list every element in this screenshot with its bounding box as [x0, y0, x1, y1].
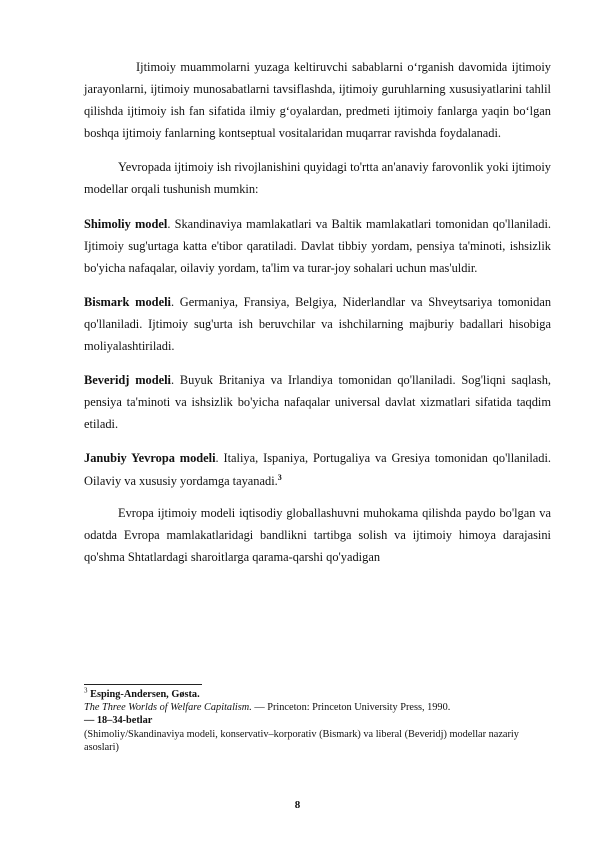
- page-number: 8: [294, 799, 301, 811]
- footnote-author: Esping-Andersen, Gøsta.: [90, 689, 200, 700]
- term-bismarck-model: Bismark modeli: [84, 294, 171, 309]
- text-bismarck-model: . Germaniya, Fransiya, Belgiya, Niderlandlar va Shveytsariya tomonidan qo'llaniladi. Ijtimoiy sug'urta ish beruvchilar va ishchilarning majburiy badallari hisobiga moliyalashtiriladi.: [84, 294, 552, 354]
- footnote-mark: 3: [84, 686, 88, 695]
- paragraph-models-lead: Yevropada ijtimoiy ish rivojlanishini quyidagi to'rtta an'anaviy farovonlik yoki ijtimoiy modellar orqali tushunish mumkin:: [84, 160, 551, 197]
- text-nordic-model: . Skandinaviya mamlakatlari va Baltik mamlakatlari tomonidan qo'llaniladi. Ijtimoiy sug'urtaga katta e'tibor qaratiladi. Davlat tibbiy yordam, pensiya ta'minoti, ishsizlik bo'yicha nafaqalar, oilaviy yordam, ta'lim va turar-joy sohalari uchun mas'uldir.: [84, 216, 551, 275]
- paragraph-bismarck-model: [84, 291, 551, 357]
- term-nordic-model: Shimoliy model: [84, 216, 168, 231]
- footnote-pages: — 18–34-betlar: [84, 715, 153, 727]
- footnote: [84, 688, 551, 754]
- footnote-author-line: [84, 688, 551, 701]
- footnote-ref[interactable]: 3: [277, 472, 282, 482]
- page-body: [84, 56, 551, 568]
- paragraph-european-model: Evropa ijtimoiy modeli iqtisodiy globallashuvni muhokama qilishda paydo bo'lgan va odatda Evropa mamlakatlaridagi bandlikni tartibga solish va ijtimoiy himoya darajasini qo'shma Shtatlardagi sharoitlarga qarama-qarshi qo'yadigan: [84, 505, 551, 564]
- footnote-publisher: — Princeton: Princeton University Press, 1990.: [251, 702, 451, 714]
- term-southern-model: Janubiy Yevropa modeli: [84, 451, 216, 466]
- paragraph-nordic-model: [84, 213, 551, 279]
- term-beveridge-model: Beveridj modeli: [84, 373, 171, 388]
- footnote-divider: [84, 684, 202, 685]
- footnote-title: The Three Worlds of Welfare Capitalism.: [84, 702, 252, 714]
- paragraph-southern-model: [84, 447, 551, 491]
- paragraph-intro: Ijtimoiy muammolarni yuzaga keltiruvchi sabablarni oʻrganish davomida ijtimoiy jarayonlarni, ijtimoiy munosabatlarni tavsiflashda, ijtimoiy guruhlarning xususiyatlarini tahlil qilishda ijtimoiy ish fan sifatida ilmiy gʻoyalardan, predmeti ijtimoiy fanlarga yaqin boʻlgan boshqa ijtimoiy fanlarning kontseptual vositalaridan muqarrar ravishda foydalanadi.: [84, 60, 551, 141]
- text-beveridge-model: . Buyuk Britaniya va Irlandiya tomonidan qo'llaniladi. Sog'liqni saqlash, pensiya ta'minoti va ishsizlik bo'yicha nafaqalar universal davlat xizmatlari sifatida taqdim etiladi.: [84, 373, 551, 432]
- footnote-note: (Shimoliy/Skandinaviya modeli, konservativ–korporativ (Bismark) va liberal (Beveridj) modellar nazariy asoslari): [84, 728, 519, 753]
- footnote-source-line: [84, 701, 551, 714]
- text-southern-model: . Italiya, Ispaniya, Portugaliya va Gresiya tomonidan qo'llaniladi. Oilaviy va xususiy yordamga tayanadi.: [84, 451, 551, 488]
- paragraph-beveridge-model: [84, 369, 551, 435]
